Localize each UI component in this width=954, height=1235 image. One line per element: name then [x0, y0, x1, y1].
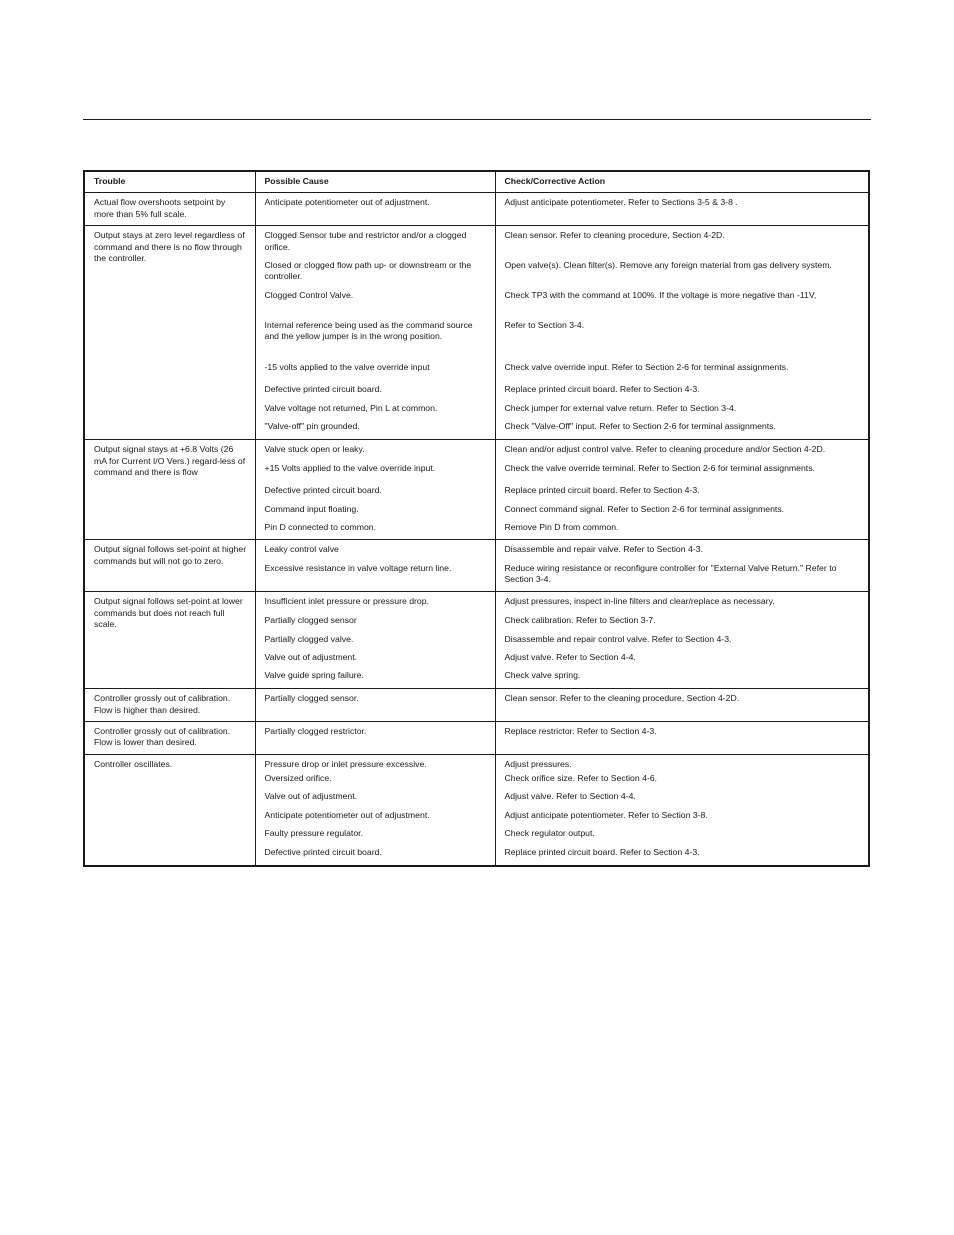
action-cell: Check jumper for external valve return. Refer to Section 3-4.	[495, 403, 869, 421]
cause-cell: Anticipate potentiometer out of adjustment.	[255, 193, 495, 226]
action-cell: Disassemble and repair control valve. Refer to Section 4-3.	[495, 634, 869, 652]
table-row	[84, 193, 869, 226]
cause-cell: Defective printed circuit board.	[255, 847, 495, 866]
trouble-cell: Actual flow overshoots setpoint by more than 5% full scale.	[84, 193, 255, 226]
action-cell: Refer to Section 3-4.	[495, 320, 869, 362]
action-cell: Adjust anticipate potentiometer. Refer to Section 3-8.	[495, 810, 869, 828]
trouble-group	[84, 193, 869, 226]
action-cell: Adjust valve. Refer to Section 4-4.	[495, 791, 869, 810]
action-cell: Disassemble and repair valve. Refer to Section 4-3.	[495, 540, 869, 563]
trouble-group	[84, 689, 869, 722]
action-cell: Check valve override input. Refer to Section 2-6 for terminal assignments.	[495, 362, 869, 384]
action-cell: Remove Pin D from common.	[495, 522, 869, 540]
action-cell: Reduce wiring resistance or reconfigure controller for "External Valve Return." Refer to Section 3-4.	[495, 563, 869, 592]
action-cell: Connect command signal. Refer to Section 2-6 for terminal assignments.	[495, 504, 869, 522]
cause-cell: Insufficient inlet pressure or pressure drop.	[255, 592, 495, 615]
action-cell: Check orifice size. Refer to Section 4-6.	[495, 773, 869, 791]
cause-cell: Valve out of adjustment.	[255, 652, 495, 670]
action-cell: Check regulator output.	[495, 828, 869, 847]
action-cell: Adjust anticipate potentiometer. Refer to Sections 3-5 & 3-8 .	[495, 193, 869, 226]
table-row	[84, 754, 869, 773]
cause-cell: Partially clogged sensor.	[255, 689, 495, 722]
cause-cell: Command input floating.	[255, 504, 495, 522]
action-cell: Adjust pressures.	[495, 754, 869, 773]
table-row	[84, 440, 869, 463]
action-cell: Check "Valve-Off" input. Refer to Section 2-6 for terminal assignments.	[495, 421, 869, 440]
trouble-cell: Output signal follows set-point at higher commands but will not go to zero.	[84, 540, 255, 592]
action-cell: Clean sensor. Refer to cleaning procedure, Section 4-2D.	[495, 226, 869, 260]
cause-cell: Closed or clogged flow path up- or downstream or the controller.	[255, 260, 495, 290]
cause-cell: Valve guide spring failure.	[255, 670, 495, 689]
header-rule	[83, 119, 871, 120]
action-cell: Check TP3 with the command at 100%. If the voltage is more negative than -11V,	[495, 290, 869, 320]
cause-cell: Clogged Sensor tube and restrictor and/or a clogged orifice.	[255, 226, 495, 260]
table-row	[84, 540, 869, 563]
troubleshooting-table	[83, 170, 870, 867]
action-cell: Check the valve override terminal. Refer to Section 2-6 for terminal assignments.	[495, 463, 869, 485]
trouble-cell: Controller oscillates.	[84, 754, 255, 866]
trouble-cell: Controller grossly out of calibration. Flow is higher than desired.	[84, 689, 255, 722]
trouble-group	[84, 592, 869, 689]
trouble-cell: Output signal stays at +6.8 Volts (26 mA for Current I/O Vers.) regard-less of command and there is flow	[84, 440, 255, 540]
cause-cell: Partially clogged valve.	[255, 634, 495, 652]
trouble-group	[84, 540, 869, 592]
cause-cell: Defective printed circuit board.	[255, 384, 495, 403]
trouble-group	[84, 440, 869, 540]
header-corrective-action: Check/Corrective Action	[495, 171, 869, 193]
cause-cell: Excessive resistance in valve voltage return line.	[255, 563, 495, 592]
cause-cell: Internal reference being used as the command source and the yellow jumper is in the wrong position.	[255, 320, 495, 362]
cause-cell: Pressure drop or inlet pressure excessive.	[255, 754, 495, 773]
trouble-group	[84, 722, 869, 755]
cause-cell: "Valve-off" pin grounded.	[255, 421, 495, 440]
action-cell: Clean sensor. Refer to the cleaning procedure, Section 4-2D.	[495, 689, 869, 722]
cause-cell: Defective printed circuit board.	[255, 485, 495, 504]
action-cell: Replace restrictor. Refer to Section 4-3.	[495, 722, 869, 755]
trouble-cell: Output signal follows set-point at lower commands but does not reach full scale.	[84, 592, 255, 689]
table-row	[84, 226, 869, 260]
table-row	[84, 722, 869, 755]
trouble-cell: Output stays at zero level regardless of command and there is no flow through the controller.	[84, 226, 255, 440]
table-header	[84, 171, 869, 193]
action-cell: Clean and/or adjust control valve. Refer to cleaning procedure and/or Section 4-2D.	[495, 440, 869, 463]
cause-cell: -15 volts applied to the valve override input	[255, 362, 495, 384]
trouble-group	[84, 754, 869, 866]
trouble-group	[84, 226, 869, 440]
header-trouble: Trouble	[84, 171, 255, 193]
action-cell: Replace printed circuit board. Refer to Section 4-3.	[495, 384, 869, 403]
cause-cell: Pin D connected to common.	[255, 522, 495, 540]
header-possible-cause: Possible Cause	[255, 171, 495, 193]
cause-cell: Faulty pressure regulator.	[255, 828, 495, 847]
action-cell: Adjust valve. Refer to Section 4-4.	[495, 652, 869, 670]
cause-cell: Anticipate potentiometer out of adjustment.	[255, 810, 495, 828]
cause-cell: Valve out of adjustment.	[255, 791, 495, 810]
table-row	[84, 689, 869, 722]
cause-cell: Leaky control valve	[255, 540, 495, 563]
cause-cell: Clogged Control Valve.	[255, 290, 495, 320]
action-cell: Open valve(s). Clean filter(s). Remove any foreign material from gas delivery system.	[495, 260, 869, 290]
action-cell: Check valve spring.	[495, 670, 869, 689]
action-cell: Adjust pressures, inspect in-line filters and clear/replace as necessary.	[495, 592, 869, 615]
cause-cell: Partially clogged restrictor.	[255, 722, 495, 755]
trouble-cell: Controller grossly out of calibration. Flow is lower than desired.	[84, 722, 255, 755]
cause-cell: Oversized orifice.	[255, 773, 495, 791]
action-cell: Replace printed circuit board. Refer to Section 4-3.	[495, 485, 869, 504]
cause-cell: Valve stuck open or leaky.	[255, 440, 495, 463]
cause-cell: Partially clogged sensor	[255, 615, 495, 634]
table-row	[84, 592, 869, 615]
action-cell: Replace printed circuit board. Refer to Section 4-3.	[495, 847, 869, 866]
cause-cell: Valve voltage not returned, Pin L at common.	[255, 403, 495, 421]
cause-cell: +15 Volts applied to the valve override input.	[255, 463, 495, 485]
action-cell: Check calibration. Refer to Section 3-7.	[495, 615, 869, 634]
